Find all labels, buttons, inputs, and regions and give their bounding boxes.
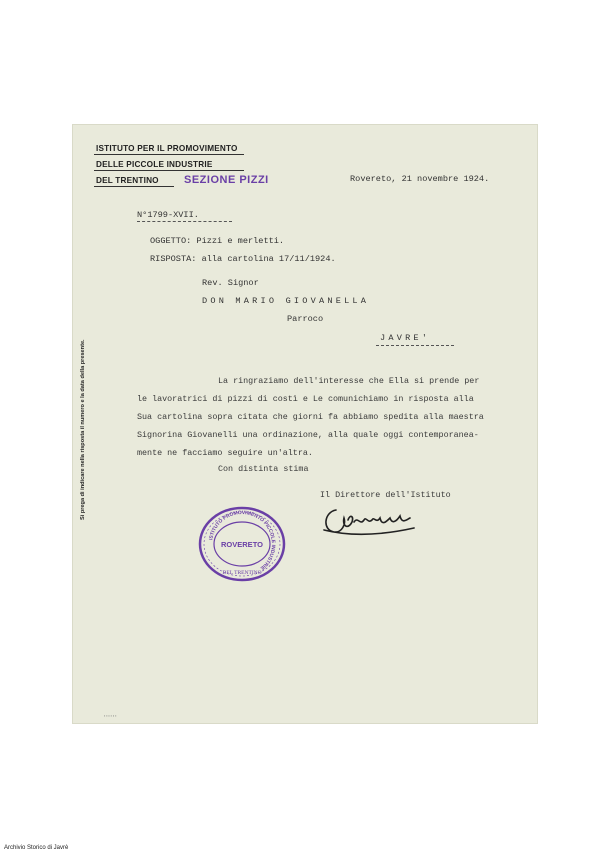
recipient-title: Rev. Signor	[202, 278, 259, 288]
signature-title: Il Direttore dell'Istituto	[320, 490, 451, 500]
body-line-5: mente ne facciamo seguire un'altra.	[137, 448, 313, 458]
body-line-2: le lavoratrici di pizzi di costì e Le comunichiamo in risposta alla	[137, 394, 474, 404]
seal-bottom-text: DEL TRENTINO	[222, 570, 262, 576]
body-line-1: La ringraziamo dell'interesse che Ella si prende per	[218, 376, 480, 386]
recipient-role: Parroco	[287, 314, 324, 324]
letterhead-rule-3	[94, 186, 174, 187]
town-underline	[376, 345, 454, 346]
letterhead-line-2: DELLE PICCOLE INDUSTRIE	[96, 160, 213, 169]
seal-ring-text: ISTITUTO PROMOVIMENTO PICCOLE INDUSTRIE	[208, 509, 277, 571]
protocol-number: N°1799-XVII.	[137, 210, 199, 220]
body-line-3: Sua cartolina sopra citata che giorni fa abbiamo spedita alla maestra	[137, 412, 484, 422]
letterhead-line-1: ISTITUTO PER IL PROMOVIMENTO	[96, 144, 238, 153]
reply-line: RISPOSTA: alla cartolina 17/11/1924.	[150, 254, 336, 264]
archive-label: Archivio Storico di Javrè	[4, 845, 69, 851]
place-date: Rovereto, 21 novembre 1924.	[350, 174, 490, 184]
recipient-name: DON MARIO GIOVANELLA	[202, 296, 370, 306]
recipient-town: JAVRE'	[380, 333, 431, 343]
letterhead-rule-2	[94, 170, 244, 171]
section-stamp: SEZIONE PIZZI	[184, 174, 269, 186]
side-note: Si prega di indicare nella risposta il numero e la data della presente.	[80, 339, 86, 520]
letterhead-line-3: DEL TRENTINO	[96, 176, 159, 185]
closing-line: Con distinta stima	[218, 464, 309, 474]
print-mark: ▪ ▪ ▪ ▪ ▪ ▪	[104, 714, 117, 718]
seal-center-text: ROVERETO	[221, 540, 263, 549]
subject-line: OGGETTO: Pizzi e merletti.	[150, 236, 285, 246]
body-line-4: Signorina Giovanelli una ordinazione, alla quale oggi contemporanea-	[137, 430, 479, 440]
letterhead-rule-1	[94, 154, 244, 155]
protocol-underline	[137, 221, 232, 222]
institute-seal-icon	[196, 504, 288, 584]
handwritten-signature	[318, 500, 428, 542]
